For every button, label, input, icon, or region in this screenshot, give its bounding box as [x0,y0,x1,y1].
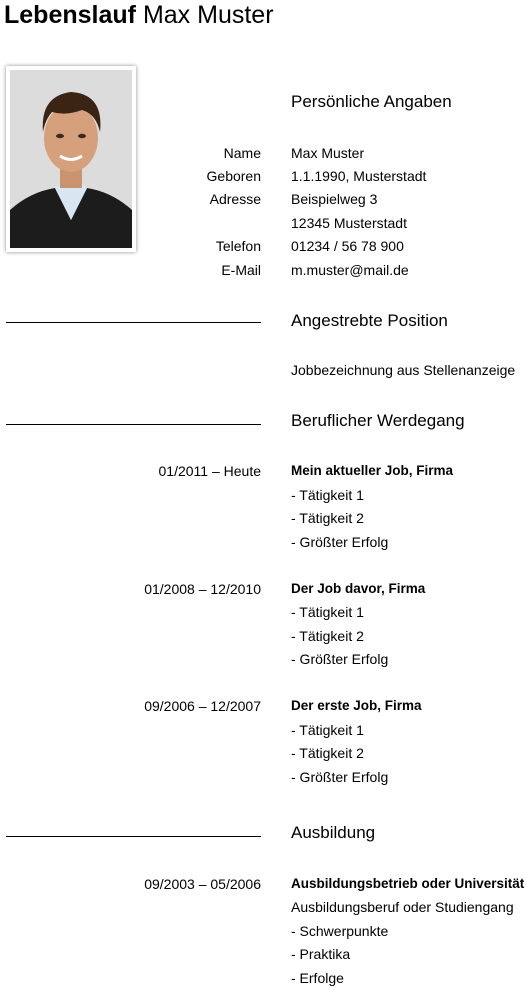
job-item: - Größter Erfolg [291,769,389,785]
section-title-position: Angestrebte Position [291,311,448,330]
job-item: - Größter Erfolg [291,534,389,550]
label-born: Geboren [206,168,261,184]
job-item: - Tätigkeit 2 [291,745,364,761]
education-item: - Schwerpunkte [291,923,389,939]
section-title-education: Ausbildung [291,823,376,842]
portrait-image [10,70,132,248]
value-phone: 01234 / 56 78 900 [291,238,404,254]
job-item: - Tätigkeit 1 [291,722,364,738]
section-title-career: Beruflicher Werdegang [291,411,465,430]
value-born: 1.1.1990, Musterstadt [291,168,427,184]
title-bold: Lebenslauf [4,1,136,29]
value-position: Jobbezeichnung aus Stellenanzeige [291,362,516,378]
section-title-personal: Persönliche Angaben [291,92,452,111]
label-phone: Telefon [215,238,261,254]
job-title: Mein aktueller Job, Firma [291,463,454,478]
page-title [4,0,274,30]
value-address-line1: Beispielweg 3 [291,191,378,207]
education-title: Ausbildungsbetrieb oder Universität [291,876,525,891]
title-name: Max Muster [142,1,274,29]
education-period: 09/2003 – 05/2006 [144,876,261,892]
education-item: - Erfolge [291,970,344,986]
value-name: Max Muster [291,145,365,161]
section-divider-education [6,836,261,837]
label-name: Name [223,145,261,161]
job-item: - Tätigkeit 2 [291,628,364,644]
job-period: 09/2006 – 12/2007 [144,698,261,714]
job-item: - Tätigkeit 2 [291,510,364,526]
value-email[interactable]: m.muster@mail.de [291,262,409,278]
section-divider-position [6,322,261,323]
label-address: Adresse [209,191,261,207]
label-email: E-Mail [221,262,261,278]
education-subtitle: Ausbildungsberuf oder Studiengang [291,899,514,915]
value-address-line2: 12345 Musterstadt [291,215,407,231]
job-item: - Tätigkeit 1 [291,487,364,503]
education-item: - Praktika [291,946,351,962]
profile-photo [6,66,136,252]
job-period: 01/2008 – 12/2010 [144,581,261,597]
job-period: 01/2011 – Heute [158,463,261,479]
job-item: - Tätigkeit 1 [291,604,364,620]
job-item: - Größter Erfolg [291,651,389,667]
job-title: Der Job davor, Firma [291,581,426,596]
section-divider-career [6,424,261,425]
job-title: Der erste Job, Firma [291,698,422,713]
